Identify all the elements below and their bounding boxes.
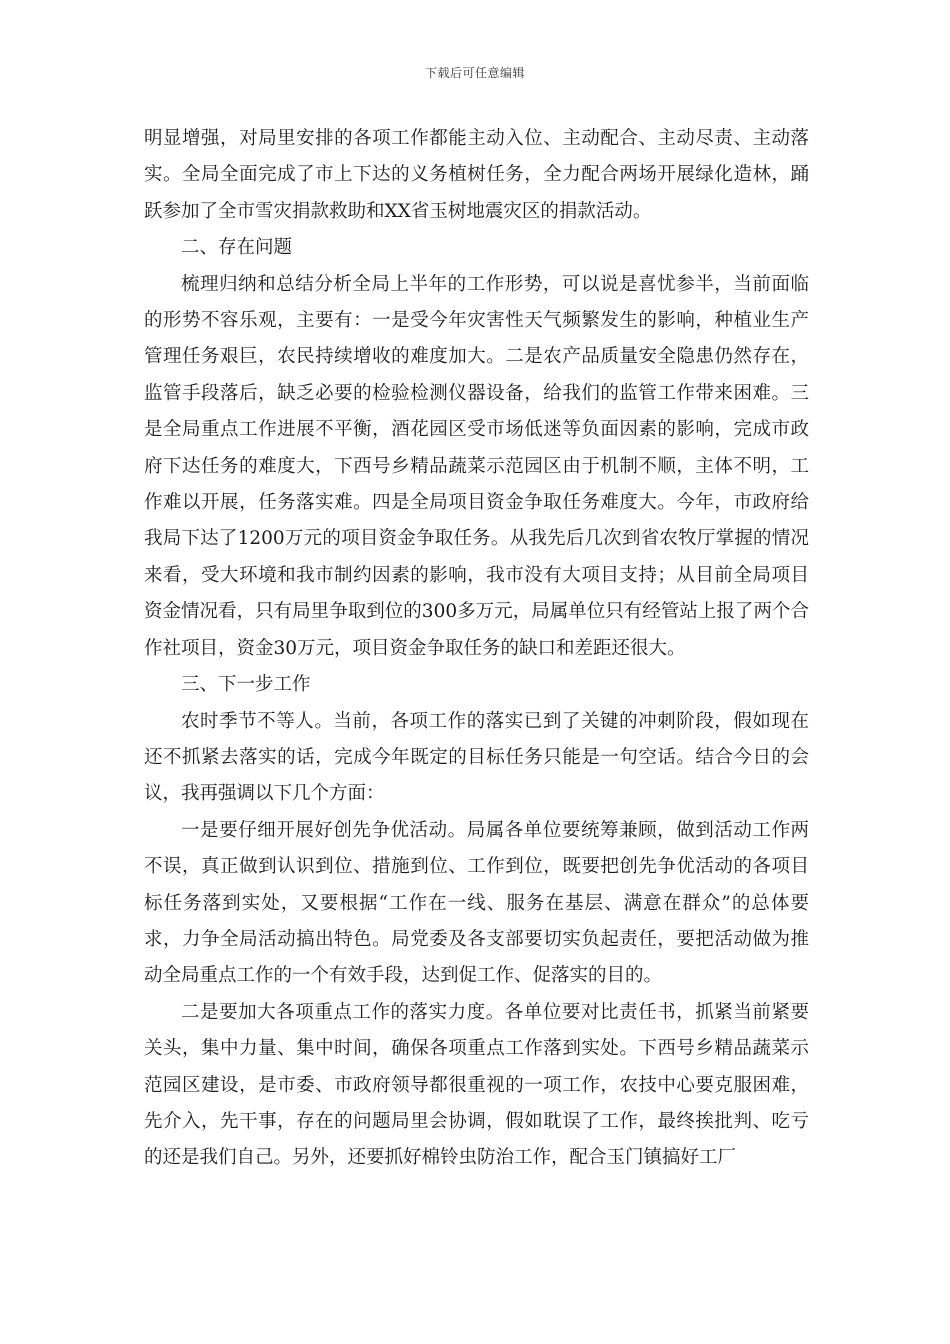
paragraph-item-one: 一是要仔细开展好创先争优活动。局属各单位要统筹兼顾，做到活动工作两不误，真正做到认识到位、措施到位、工作到位，既要把创先争优活动的各项目标任务落到实处，又要根据“工作在一线、服务在基层、满意在群众”的总体要求，力争全局活动搞出特色。局党委及各支部要切实负起责任，要把活动做为推动全局重点工作的一个有效手段，达到促工作、促落实的目的。 (144, 819, 809, 987)
page-header: 下载后可任意编辑 (424, 66, 525, 80)
section-heading-problems: 二、存在问题 (181, 237, 293, 259)
paragraph-problems: 梳理归纳和总结分析全局上半年的工作形势，可以说是喜忧参半，当前面临的形势不容乐观，主要有：一是受今年灾害性天气频繁发生的影响，种植业生产管理任务艰巨，农民持续增收的难度加大。二是农产品质量安全隐患仍然存在，监管手段落后，缺乏必要的检验检测仪器设备，给我们的监管工作带来困难。三是全局重点工作进展不平衡，酒花园区受市场低迷等负面因素的影响，完成市政府下达任务的难度大，下西号乡精品蔬菜示范园区由于机制不顺，主体不明，工作难以开展，任务落实难。四是全局项目资金争取任务难度大。今年，市政府给我局下达了1200万元的项目资金争取任务。从我先后几次到省农牧厅掌握的情况来看，受大环境和我市制约因素的影响，我市没有大项目支持；从目前全局项目资金情况看，只有局里争取到位的300多万元，局属单位只有经管站上报了两个合作社项目，资金30万元，项目资金争取任务的缺口和差距还很大。 (144, 273, 809, 659)
paragraph-item-two: 二是要加大各项重点工作的落实力度。各单位要对比责任书，抓紧当前紧要关头，集中力量、集中时间，确保各项重点工作落到实处。下西号乡精品蔬菜示范园区建设，是市委、市政府领导都很重视的一项工作，农技中心要克服困难，先介入，先干事，存在的问题局里会协调，假如耽误了工作，最终挨批判、吃亏的还是我们自己。另外，还要抓好棉铃虫防治工作，配合玉门镇搞好工厂 (144, 1001, 809, 1169)
paragraph-next-steps-intro: 农时季节不等人。当前，各项工作的落实已到了关键的冲刺阶段，假如现在还不抓紧去落实的话，完成今年既定的目标任务只能是一句空话。结合今日的会议，我再强调以下几个方面： (144, 710, 809, 805)
section-heading-next-steps: 三、下一步工作 (181, 674, 311, 696)
paragraph-continuation: 明显增强，对局里安排的各项工作都能主动入位、主动配合、主动尽责、主动落实。全局全面完成了市上下达的义务植树任务，全力配合两场开展绿化造林，踊跃参加了全市雪灾捐款救助和XX省玉树地震灾区的捐款活动。 (144, 128, 809, 222)
document-body (144, 121, 809, 1177)
